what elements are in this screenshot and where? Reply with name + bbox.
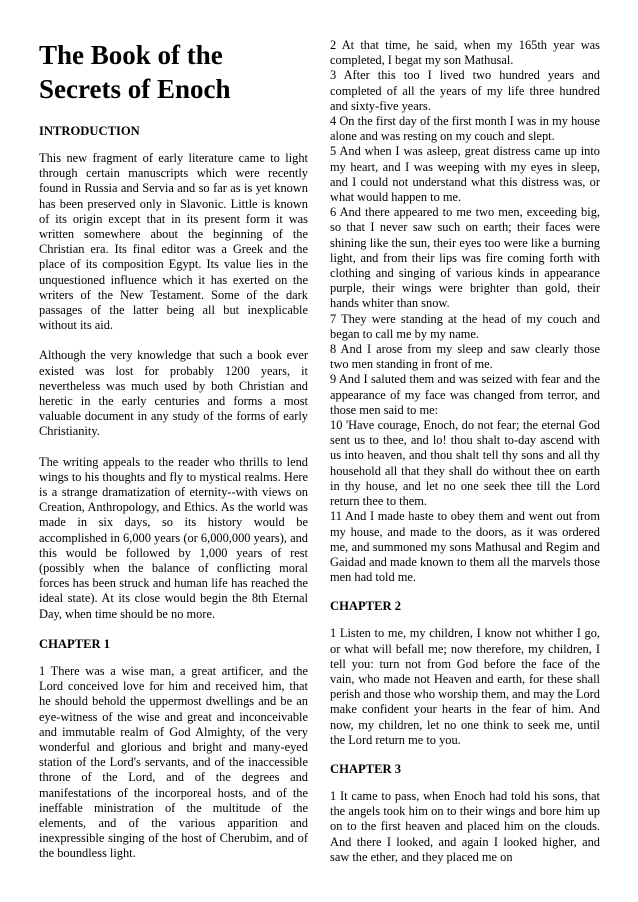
- chapter-3-heading: CHAPTER 3: [330, 761, 402, 776]
- right-column: [330, 38, 600, 865]
- intro-paragraph-1: This new fragment of early literature came to light through certain manuscripts which were recently found in Russia and Servia and so far as is yet known has been preserved only in Slavonic. Little is known of its origin except that in its present form it was written somewhere about the beginning of the Christian era. Its final editor was a Greek and the place of its composition Egypt. Its value lies in the unquestioned influence which it has exerted on the writers of the New Testament. Some of the dark passages of the latter being all but inexplicable without its aid.: [39, 151, 308, 333]
- chapter-1-heading: CHAPTER 1: [39, 636, 111, 651]
- intro-paragraph-2: Although the very knowledge that such a book ever existed was lost for probably 1200 years, it nevertheless was much used by both Christian and heretic in the early centuries and forms a most valuable document in any study of the forms of early Christianity.: [39, 348, 308, 439]
- chapter-1-verse-4: 4 On the first day of the first month I was in my house alone and was resting on my couch and slept.: [330, 114, 600, 144]
- section-spacer: [330, 748, 600, 762]
- chapter-1-verse-5: 5 And when I was asleep, great distress came up into my heart, and I was weeping with my eyes in sleep, and I could not understand what this distress was, or what would happen to me.: [330, 144, 600, 205]
- chapter-1-verse-2: 2 At that time, he said, when my 165th year was completed, I begat my son Mathusal.: [330, 38, 600, 68]
- chapter-1-verse-9: 9 And I saluted them and was seized with fear and the appearance of my face was changed from terror, and those men said to me:: [330, 372, 600, 417]
- chapter-1-verse-1: 1 There was a wise man, a great artificer, and the Lord conceived love for him and received him, that he should behold the uppermost dwellings and be an eye-witness of the wise and great and inconceivable and immutable realm of God Almighty, of the very wonderful and glorious and bright and many-eyed station of the Lord's servants, and of the inaccessible throne of the Lord, and of the degrees and manifestations of the incorporeal hosts, and of the ineffable ministration of the multitude of the elements, and of the various apparition and inexpressible singing of the host of Cherubim, and of the boundless light.: [39, 663, 308, 861]
- chapter-3-verse-1: 1 It came to pass, when Enoch had told his sons, that the angels took him on to their wings and bore him up on to the first heaven and placed him on the clouds. And there I looked, and again I looked higher, and saw the ether, and they placed me on: [330, 788, 600, 864]
- chapter-2-heading: CHAPTER 2: [330, 599, 402, 614]
- chapter-1-verse-10: 10 'Have courage, Enoch, do not fear; the eternal God sent us to thee, and lo! thou shalt to-day ascend with us into heaven, and thou shalt tell thy sons and all thy household all that they shall do without thee on earth in thy house, and let no one seek thee till the Lord return thee to them.: [330, 418, 600, 509]
- introduction-heading: INTRODUCTION: [39, 124, 140, 138]
- book-title: The Book of the Secrets of Enoch: [39, 40, 231, 104]
- chapter-1-verse-6: 6 And there appeared to me two men, exceeding big, so that I never saw such on earth; their faces were shining like the sun, their eyes too were like a burning light, and from their lips was fire coming forth with clothing and singing of various kinds in appearance purple, their wings were brighter than gold, their hands whiter than snow.: [330, 205, 600, 311]
- left-column: [39, 38, 308, 862]
- chapter-1-verse-11: 11 And I made haste to obey them and went out from my house, and made to the doors, as it was ordered me, and summoned my sons Mathusal and Regim and Gaidad and made known to them all the marvels those men had told me.: [330, 509, 600, 585]
- chapter-1-verse-8: 8 And I arose from my sleep and saw clearly those two men standing in front of me.: [330, 342, 600, 372]
- chapter-2-verse-1: 1 Listen to me, my children, I know not whither I go, or what will befall me; now therefore, my children, I tell you: turn not from God before the face of the vain, who made not Heaven and earth, for these shall perish and those who worship them, and may the Lord make confident your hearts in the fear of him. And now, my children, let no one think to seek me, until the Lord return me to you.: [330, 626, 600, 747]
- section-spacer: [330, 585, 600, 599]
- chapter-1-verse-7: 7 They were standing at the head of my couch and began to call me by my name.: [330, 311, 600, 341]
- intro-paragraph-3: The writing appeals to the reader who thrills to lend wings to his thoughts and fly to mystical realms. Here is a strange dramatization of eternity--with views on Creation, Anthropology, and Ethics. As the world was made in six days, so its history would be accomplished in 6,000 years (or 6,000,000 years), and this would be followed by 1,000 years of rest (possibly when the balance of conflicting moral forces has been struck and human life has reached the ideal state). At its close would begin the 8th Eternal Day, when time should be no more.: [39, 454, 308, 621]
- chapter-1-verse-3: 3 After this too I lived two hundred years and completed of all the years of my life three hundred and sixty-five years.: [330, 68, 600, 113]
